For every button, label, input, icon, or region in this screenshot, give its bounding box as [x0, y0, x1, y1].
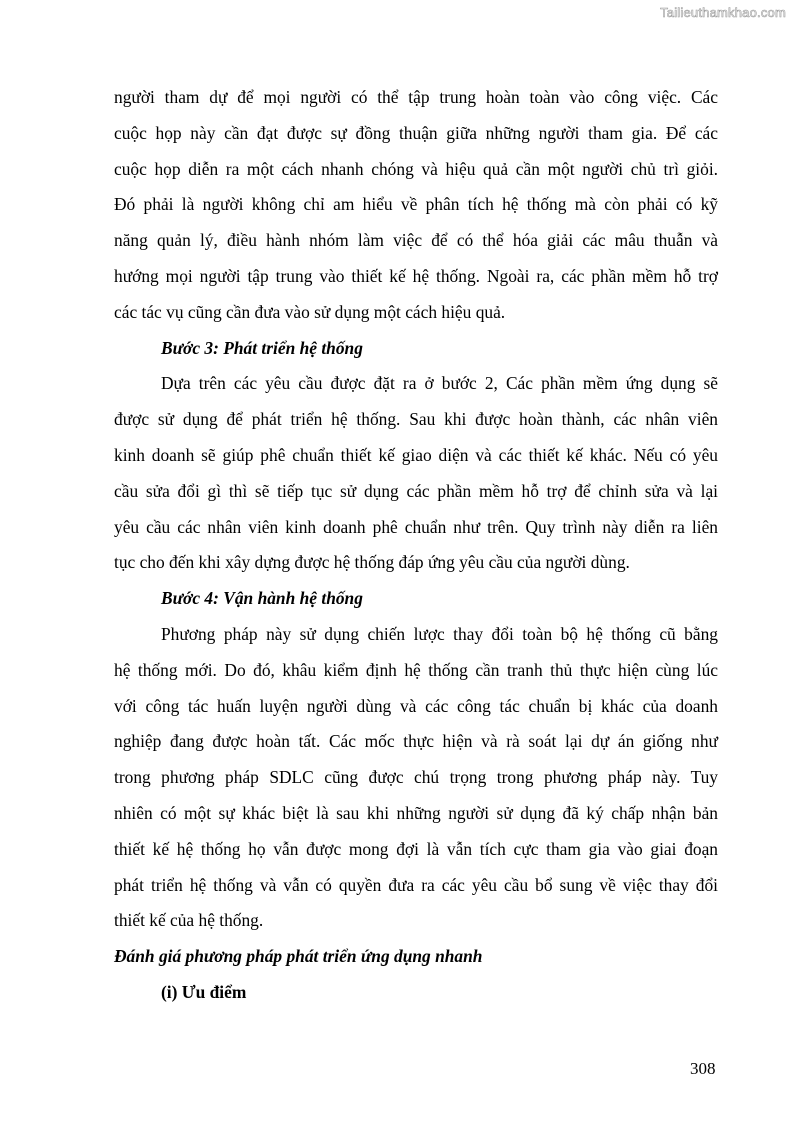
paragraph-intro [114, 80, 718, 331]
text-line: các tác vụ cũng cần đưa vào sử dụng một cách hiệu quả. [114, 301, 506, 322]
text-line: nhiên có một sự khác biệt là sau khi những người sử dụng đã ký chấp nhận bản [114, 802, 718, 823]
text-line: cuộc họp này cần đạt được sự đồng thuận giữa những người tham gia. Để các [114, 122, 718, 143]
text-line: tục cho đến khi xây dựng được hệ thống đáp ứng yêu cầu của người dùng. [114, 552, 630, 573]
text-line: hệ thống mới. Do đó, khâu kiểm định hệ thống cần tranh thủ thực hiện cùng lúc [114, 659, 718, 680]
text-line: người tham dự để mọi người có thể tập trung hoàn toàn vào công việc. Các [114, 87, 718, 107]
paragraph-step-4 [114, 617, 718, 939]
text-line: Phương pháp này sử dụng chiến lược thay đổi toàn bộ hệ thống cũ bằng [161, 623, 718, 644]
text-line: phát triển hệ thống và vẫn có quyền đưa ra các yêu cầu bổ sung về việc thay đổi [114, 874, 718, 895]
text-line: yêu cầu các nhân viên kinh doanh phê chuẩn như trên. Quy trình này diễn ra liên [114, 516, 718, 537]
text-line: hướng mọi người tập trung vào thiết kế hệ thống. Ngoài ra, các phần mềm hỗ trợ [114, 265, 718, 286]
text-line: cầu sửa đổi gì thì sẽ tiếp tục sử dụng các phần mềm hỗ trợ để chỉnh sửa và lại [114, 480, 718, 501]
text-line: thiết kế hệ thống họ vẫn được mong đợi là vẫn tích cực tham gia vào giai đoạn [114, 838, 718, 859]
text-line: thiết kế của hệ thống. [114, 910, 264, 931]
text-line: cuộc họp diễn ra một cách nhanh chóng và hiệu quả cần một người chủ trì giỏi. [114, 158, 718, 179]
text-line: với công tác huấn luyện người dùng và các công tác chuẩn bị khác của doanh [114, 695, 718, 716]
text-line: nghiệp đang được hoàn tất. Các mốc thực hiện và rà soát lại dự án giống như [114, 731, 718, 752]
text-line: Đó phải là người không chỉ am hiểu về phân tích hệ thống mà còn phải có kỹ [114, 194, 718, 215]
text-line: năng quản lý, điều hành nhóm làm việc để có thể hóa giải các mâu thuẫn và [114, 230, 718, 251]
text-line: Dựa trên các yêu cầu được đặt ra ở bước 2, Các phần mềm ứng dụng sẽ [161, 373, 718, 394]
text-line: kinh doanh sẽ giúp phê chuẩn thiết kế giao diện và các thiết kế khác. Nếu có yêu [114, 444, 718, 465]
text-line: được sử dụng để phát triển hệ thống. Sau khi được hoàn thành, các nhân viên [114, 409, 718, 430]
subsection-heading: (i) Ưu điểm [161, 981, 247, 1002]
paragraph-step-3 [114, 366, 718, 581]
step-4-heading: Bước 4: Vận hành hệ thống [161, 588, 363, 609]
section-heading: Đánh giá phương pháp phát triển ứng dụng nhanh [114, 946, 483, 967]
step-3-heading: Bước 3: Phát triển hệ thống [161, 337, 363, 358]
watermark: Tailieuthamkhao.com [660, 5, 786, 20]
page-number: 308 [690, 1059, 716, 1078]
document-page [114, 80, 718, 1011]
text-line: trong phương pháp SDLC cũng được chú trọng trong phương pháp này. Tuy [114, 767, 718, 788]
